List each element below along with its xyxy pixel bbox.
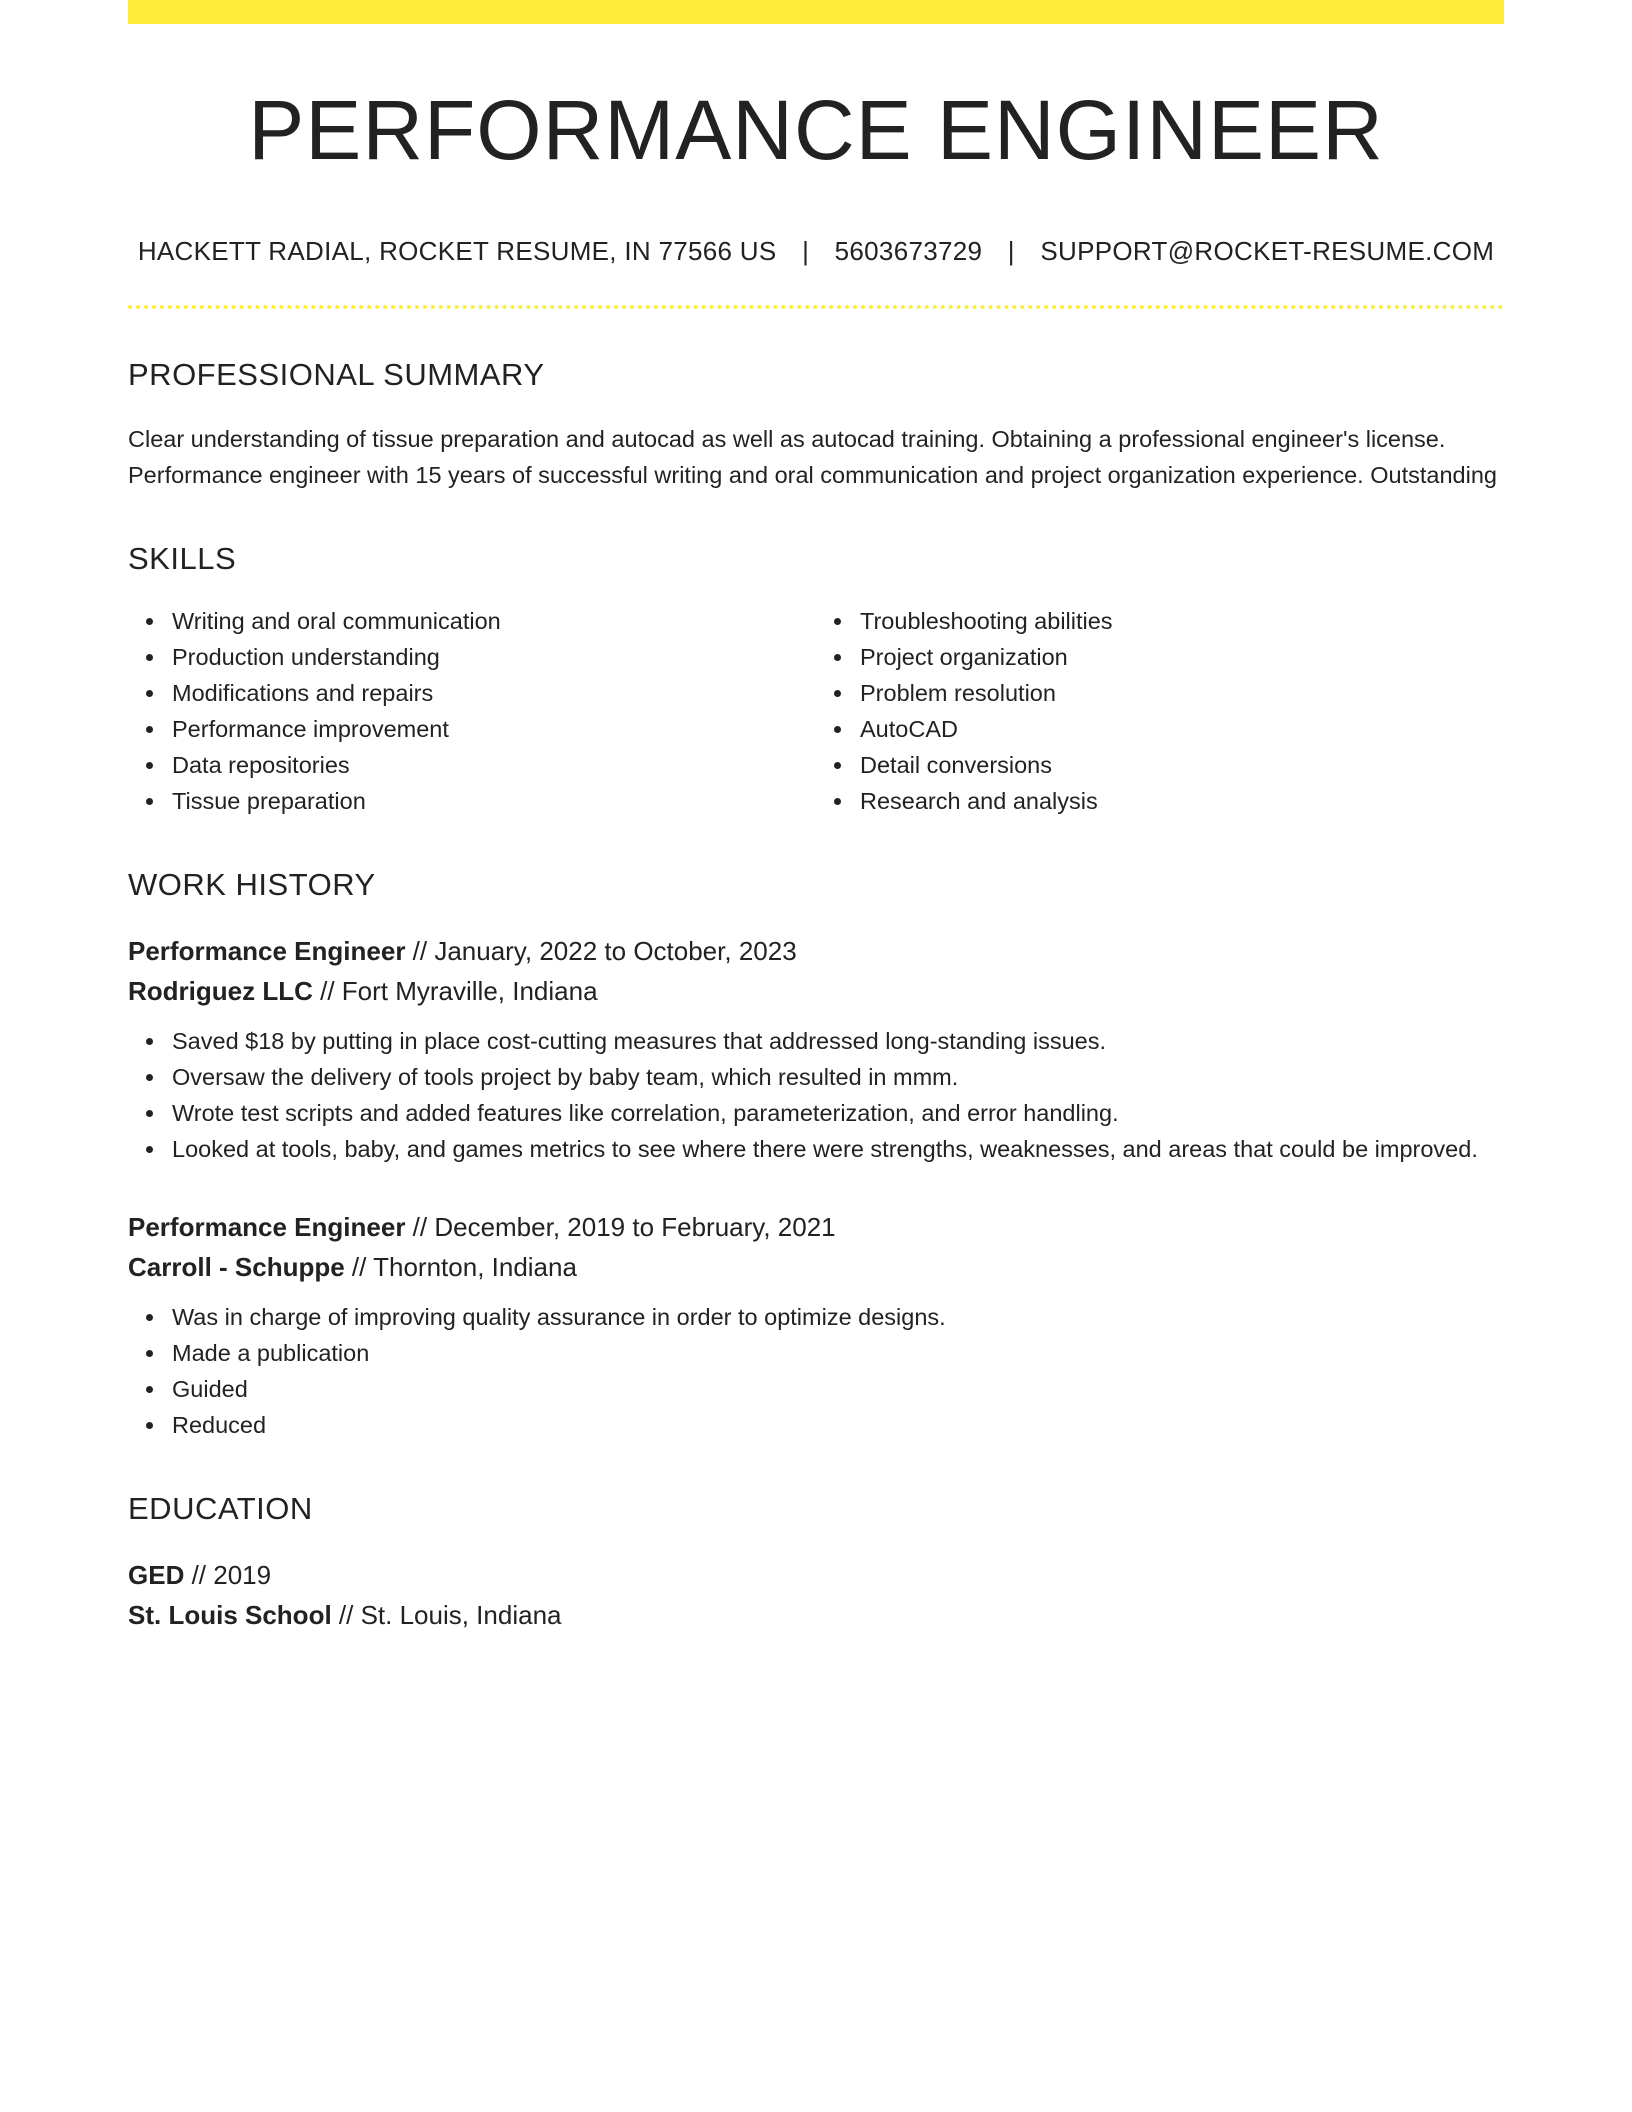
education-school-line — [128, 1595, 1504, 1635]
work-history-section — [128, 867, 1504, 1443]
contact-phone: 5603673729 — [834, 236, 983, 267]
skill-item: Tissue preparation — [172, 783, 816, 819]
job-bullet: Guided — [172, 1371, 1504, 1407]
job-bullet: Was in charge of improving quality assurance in order to optimize designs. — [172, 1299, 1504, 1335]
skills-section — [128, 541, 1504, 819]
skill-item: Project organization — [860, 639, 1504, 675]
contact-line — [128, 236, 1504, 267]
skills-left-column — [128, 603, 816, 819]
contact-separator: | — [802, 236, 810, 267]
education-location: // St. Louis, Indiana — [331, 1600, 562, 1631]
job-title-line — [128, 931, 1504, 971]
job-bullet: Saved $18 by putting in place cost-cutting measures that addressed long-standing issues. — [172, 1023, 1504, 1059]
job-bullet: Made a publication — [172, 1335, 1504, 1371]
job-position: Performance Engineer — [128, 936, 406, 967]
summary-section — [128, 357, 1504, 493]
skills-right-column — [816, 603, 1504, 819]
skills-heading: SKILLS — [128, 541, 237, 577]
accent-top-bar — [128, 0, 1504, 24]
job-title-line — [128, 1207, 1504, 1247]
education-year: // 2019 — [184, 1560, 272, 1591]
skill-item: Troubleshooting abilities — [860, 603, 1504, 639]
skill-item: Writing and oral communication — [172, 603, 816, 639]
education-entry — [128, 1555, 1504, 1635]
job-bullet: Wrote test scripts and added features like correlation, parameterization, and error handling. — [172, 1095, 1504, 1131]
contact-address: HACKETT RADIAL, ROCKET RESUME, IN 77566 US — [137, 236, 777, 267]
education-section — [128, 1491, 1504, 1635]
skill-item: Detail conversions — [860, 747, 1504, 783]
work-history-heading: WORK HISTORY — [128, 867, 376, 903]
job-company-line — [128, 971, 1504, 1011]
summary-text: Clear understanding of tissue preparation and autocad as well as autocad training. Obtaining a professional engineer's license. Performance engineer with 15 years of successful writing and oral communication and project organization experience. Outstanding — [128, 426, 1497, 489]
skills-columns — [128, 603, 1504, 819]
resume-name: PERFORMANCE ENGINEER — [248, 83, 1384, 177]
skill-item: Modifications and repairs — [172, 675, 816, 711]
contact-email: SUPPORT@ROCKET-RESUME.COM — [1040, 236, 1495, 267]
education-degree: GED — [128, 1560, 185, 1591]
job-company-line — [128, 1247, 1504, 1287]
skill-item: AutoCAD — [860, 711, 1504, 747]
job-company: Carroll - Schuppe — [128, 1252, 345, 1283]
job-entry — [128, 1207, 1504, 1443]
header-divider — [128, 305, 1504, 309]
job-entry — [128, 931, 1504, 1167]
skill-item: Data repositories — [172, 747, 816, 783]
job-bullet: Looked at tools, baby, and games metrics to see where there were strengths, weaknesses, and areas that could be improved. — [172, 1131, 1504, 1167]
job-bullets — [128, 1299, 1504, 1443]
job-bullets — [128, 1023, 1504, 1167]
job-dates: // January, 2022 to October, 2023 — [405, 936, 797, 967]
education-heading: EDUCATION — [128, 1491, 313, 1527]
skill-item: Research and analysis — [860, 783, 1504, 819]
job-bullet: Oversaw the delivery of tools project by baby team, which resulted in mmm. — [172, 1059, 1504, 1095]
summary-heading: PROFESSIONAL SUMMARY — [128, 357, 545, 393]
skill-item: Problem resolution — [860, 675, 1504, 711]
education-degree-line — [128, 1555, 1504, 1595]
job-dates: // December, 2019 to February, 2021 — [405, 1212, 836, 1243]
skill-item: Performance improvement — [172, 711, 816, 747]
job-location: // Fort Myraville, Indiana — [312, 976, 598, 1007]
skill-item: Production understanding — [172, 639, 816, 675]
job-bullet: Reduced — [172, 1407, 1504, 1443]
job-location: // Thornton, Indiana — [344, 1252, 577, 1283]
contact-separator: | — [1007, 236, 1015, 267]
job-company: Rodriguez LLC — [128, 976, 313, 1007]
job-position: Performance Engineer — [128, 1212, 406, 1243]
education-school: St. Louis School — [128, 1600, 332, 1631]
